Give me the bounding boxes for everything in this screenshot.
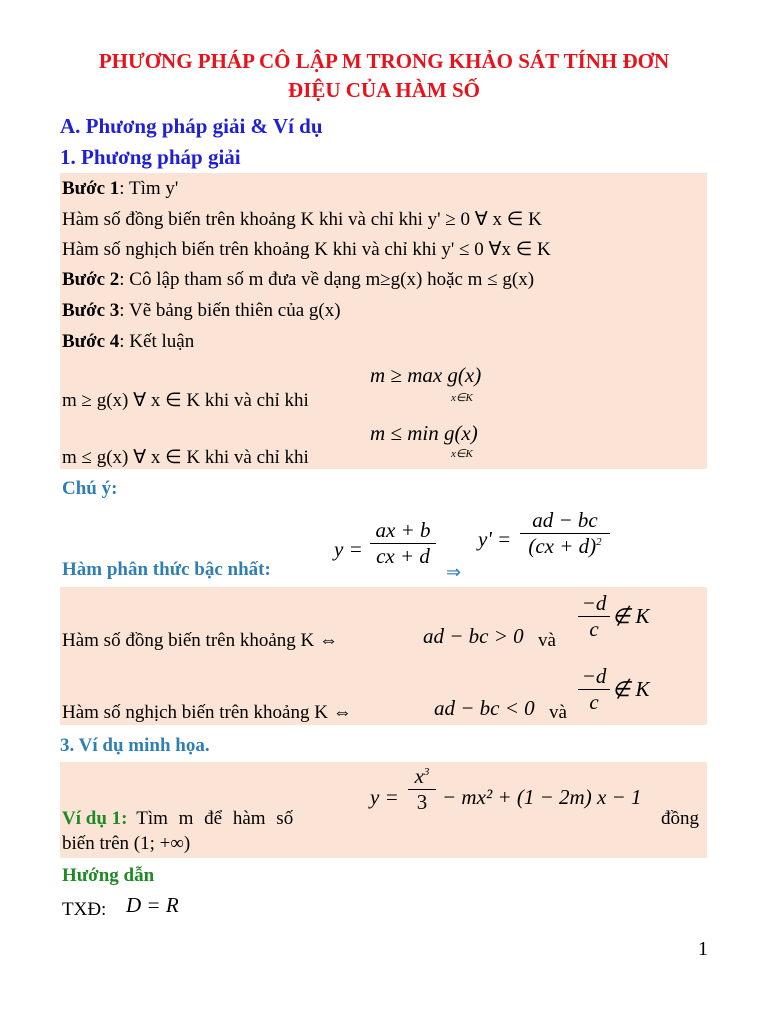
txd-label: TXĐ: (62, 899, 107, 920)
y-prime-fraction: ad − bc (cx + d)$^2$ (520, 508, 610, 559)
example-rest: − mx² + (1 − 2m) x − 1 (442, 785, 642, 809)
increasing-condition: Hàm số đồng biến trên khoảng K khi và chỉ khi y' ≥ 0 ∀ x ∈ K (62, 209, 542, 230)
neg-d-over-c-1: −d c (578, 591, 610, 642)
min-condition-text: m ≤ g(x) ∀ x ∈ K khi và chỉ khi (62, 447, 309, 468)
step-3: Bước 3: Vẽ bảng biến thiên của g(x) (62, 300, 341, 321)
title-line-1: PHƯƠNG PHÁP CÔ LẬP M TRONG KHẢO SÁT TÍNH ĐƠN (98, 49, 670, 73)
implies-arrow: ⇒ (446, 562, 462, 582)
step-2: Bước 2: Cô lập tham số m đưa về dạng m≥g(x) hoặc m ≤ g(x) (62, 269, 535, 290)
y-fraction: ax + b cx + d (370, 518, 436, 569)
example-line-2: biến trên (1; +∞) (62, 833, 191, 854)
max-condition-text: m ≥ g(x) ∀ x ∈ K khi và chỉ khi (62, 390, 309, 411)
title-line-2: ĐIỆU CỦA HÀM SỐ (288, 78, 480, 102)
inc-fraction-condition: Hàm số đồng biến trên khoảng K ⇔ (62, 630, 338, 651)
step-1: Bước 1: Tìm y' (62, 178, 179, 199)
min-subscript: x∈K (451, 448, 473, 460)
y-prime-equals: y' = (478, 527, 512, 551)
example-fraction: $x^3$ 3 (408, 764, 436, 815)
example-tail: đồng (661, 808, 699, 829)
inc-math: ad − bc > 0 (423, 624, 524, 648)
dec-fraction-condition: Hàm số nghịch biến trên khoảng K ⇔ (62, 702, 352, 723)
example-y-equals: y = (370, 785, 399, 809)
y-equals: y = (334, 537, 363, 561)
dec-math: ad − bc < 0 (434, 696, 535, 720)
guide-heading: Hướng dẫn (62, 865, 155, 886)
section-a-heading: A. Phương pháp giải & Ví dụ (60, 114, 323, 138)
section-3-heading: 3. Ví dụ minh họa. (60, 735, 210, 756)
max-expression: m ≥ max g(x) (370, 363, 482, 387)
linear-fraction-heading: Hàm phân thức bậc nhất: (62, 559, 271, 580)
not-in-k-1: ∉ K (612, 604, 650, 628)
decreasing-condition: Hàm số nghịch biến trên khoảng K khi và chỉ khi y' ≤ 0 ∀x ∈ K (62, 239, 551, 260)
neg-d-over-c-2: −d c (578, 664, 610, 715)
section-1-heading: 1. Phương pháp giải (60, 145, 241, 169)
note-heading: Chú ý: (62, 478, 118, 499)
not-in-k-2: ∉ K (612, 677, 650, 701)
txd-math: D = R (126, 893, 179, 917)
min-expression: m ≤ min g(x) (370, 421, 478, 445)
step-4: Bước 4: Kết luận (62, 331, 195, 352)
and-1: và (538, 630, 556, 651)
page-number: 1 (698, 938, 708, 960)
example-1: Ví dụ 1: Tìm m để hàm số (62, 808, 294, 829)
max-subscript: x∈K (451, 392, 473, 404)
and-2: và (549, 702, 567, 723)
